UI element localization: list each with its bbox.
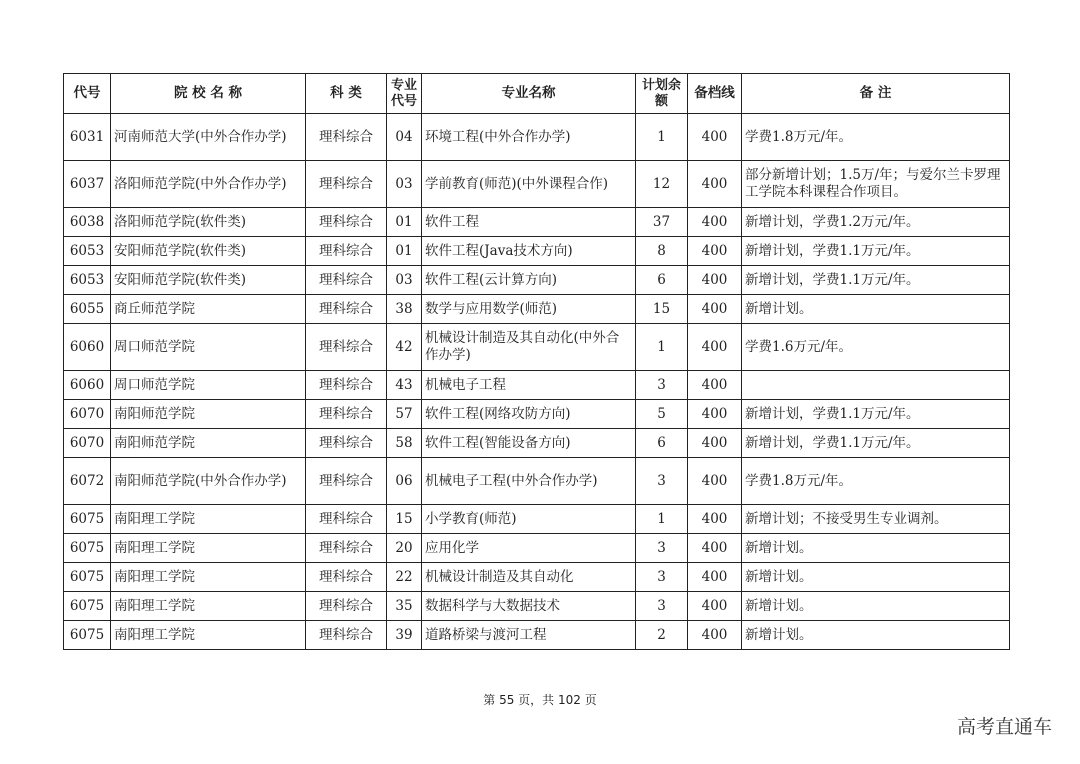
cell-code: 6075 xyxy=(64,534,111,563)
cell-quota: 3 xyxy=(636,458,688,505)
table-row xyxy=(64,400,1010,429)
cell-line: 400 xyxy=(688,429,742,458)
cell-quota: 6 xyxy=(636,429,688,458)
cell-note: 新增计划。 xyxy=(742,563,1010,592)
cell-line: 400 xyxy=(688,371,742,400)
cell-line: 400 xyxy=(688,592,742,621)
cell-quota: 3 xyxy=(636,563,688,592)
cell-note: 新增计划，学费1.1万元/年。 xyxy=(742,400,1010,429)
cell-major: 学前教育(师范)(中外课程合作) xyxy=(422,161,636,208)
cell-code: 6070 xyxy=(64,429,111,458)
cell-school: 南阳师范学院 xyxy=(111,400,306,429)
column-header: 专业代号 xyxy=(387,74,422,114)
column-header: 备 注 xyxy=(742,74,1010,114)
cell-major: 机械设计制造及其自动化 xyxy=(422,563,636,592)
cell-note: 学费1.8万元/年。 xyxy=(742,458,1010,505)
cell-note: 新增计划。 xyxy=(742,621,1010,650)
cell-type: 理科综合 xyxy=(306,563,387,592)
cell-major: 软件工程(网络攻防方向) xyxy=(422,400,636,429)
cell-type: 理科综合 xyxy=(306,400,387,429)
column-header: 备档线 xyxy=(688,74,742,114)
cell-major-code: 42 xyxy=(387,324,422,371)
cell-note: 新增计划。 xyxy=(742,295,1010,324)
cell-note: 新增计划。 xyxy=(742,534,1010,563)
brand-watermark: 高考直通车 xyxy=(956,716,1052,738)
cell-quota: 12 xyxy=(636,161,688,208)
table-row xyxy=(64,114,1010,161)
table-row xyxy=(64,592,1010,621)
cell-code: 6070 xyxy=(64,400,111,429)
table-row xyxy=(64,429,1010,458)
cell-type: 理科综合 xyxy=(306,621,387,650)
cell-major: 机械电子工程 xyxy=(422,371,636,400)
table-row xyxy=(64,563,1010,592)
cell-code: 6075 xyxy=(64,505,111,534)
cell-line: 400 xyxy=(688,563,742,592)
table-row xyxy=(64,208,1010,237)
cell-line: 400 xyxy=(688,505,742,534)
cell-major-code: 57 xyxy=(387,400,422,429)
cell-major: 软件工程(云计算方向) xyxy=(422,266,636,295)
cell-code: 6060 xyxy=(64,371,111,400)
cell-note: 新增计划，学费1.2万元/年。 xyxy=(742,208,1010,237)
cell-line: 400 xyxy=(688,295,742,324)
cell-type: 理科综合 xyxy=(306,592,387,621)
cell-line: 400 xyxy=(688,114,742,161)
column-header: 院 校 名 称 xyxy=(111,74,306,114)
cell-major-code: 38 xyxy=(387,295,422,324)
cell-major: 机械电子工程(中外合作办学) xyxy=(422,458,636,505)
cell-major: 道路桥梁与渡河工程 xyxy=(422,621,636,650)
cell-major: 软件工程(智能设备方向) xyxy=(422,429,636,458)
cell-note: 学费1.8万元/年。 xyxy=(742,114,1010,161)
table-row xyxy=(64,266,1010,295)
cell-quota: 8 xyxy=(636,237,688,266)
cell-line: 400 xyxy=(688,324,742,371)
cell-school: 南阳理工学院 xyxy=(111,505,306,534)
cell-major: 环境工程(中外合作办学) xyxy=(422,114,636,161)
cell-code: 6038 xyxy=(64,208,111,237)
cell-school: 南阳理工学院 xyxy=(111,563,306,592)
cell-note xyxy=(742,371,1010,400)
table-row xyxy=(64,295,1010,324)
column-header: 计划余额 xyxy=(636,74,688,114)
cell-major-code: 03 xyxy=(387,161,422,208)
cell-line: 400 xyxy=(688,458,742,505)
cell-note: 新增计划。 xyxy=(742,592,1010,621)
cell-code: 6031 xyxy=(64,114,111,161)
cell-type: 理科综合 xyxy=(306,237,387,266)
cell-major-code: 20 xyxy=(387,534,422,563)
cell-line: 400 xyxy=(688,237,742,266)
cell-note: 新增计划，学费1.1万元/年。 xyxy=(742,237,1010,266)
table-row xyxy=(64,161,1010,208)
cell-type: 理科综合 xyxy=(306,458,387,505)
cell-major: 应用化学 xyxy=(422,534,636,563)
page-number: 第 55 页，共 102 页 xyxy=(483,693,597,707)
cell-major-code: 03 xyxy=(387,266,422,295)
admission-table xyxy=(63,73,1010,650)
cell-quota: 5 xyxy=(636,400,688,429)
cell-major-code: 43 xyxy=(387,371,422,400)
cell-line: 400 xyxy=(688,161,742,208)
cell-quota: 3 xyxy=(636,592,688,621)
cell-major-code: 39 xyxy=(387,621,422,650)
cell-major: 软件工程 xyxy=(422,208,636,237)
cell-quota: 3 xyxy=(636,371,688,400)
cell-quota: 1 xyxy=(636,114,688,161)
cell-type: 理科综合 xyxy=(306,208,387,237)
cell-quota: 6 xyxy=(636,266,688,295)
column-header: 科 类 xyxy=(306,74,387,114)
cell-school: 南阳理工学院 xyxy=(111,621,306,650)
table-row xyxy=(64,458,1010,505)
cell-line: 400 xyxy=(688,266,742,295)
table-row xyxy=(64,621,1010,650)
cell-note: 新增计划；不接受男生专业调剂。 xyxy=(742,505,1010,534)
cell-major-code: 01 xyxy=(387,208,422,237)
cell-type: 理科综合 xyxy=(306,429,387,458)
cell-school: 南阳理工学院 xyxy=(111,534,306,563)
cell-major: 机械设计制造及其自动化(中外合作办学) xyxy=(422,324,636,371)
table-row xyxy=(64,324,1010,371)
cell-school: 洛阳师范学院(中外合作办学) xyxy=(111,161,306,208)
table-row xyxy=(64,505,1010,534)
cell-school: 南阳师范学院(中外合作办学) xyxy=(111,458,306,505)
cell-code: 6072 xyxy=(64,458,111,505)
cell-type: 理科综合 xyxy=(306,324,387,371)
cell-major-code: 15 xyxy=(387,505,422,534)
cell-major-code: 01 xyxy=(387,237,422,266)
cell-type: 理科综合 xyxy=(306,161,387,208)
cell-major: 小学教育(师范) xyxy=(422,505,636,534)
cell-line: 400 xyxy=(688,621,742,650)
cell-school: 洛阳师范学院(软件类) xyxy=(111,208,306,237)
cell-type: 理科综合 xyxy=(306,266,387,295)
cell-major: 数学与应用数学(师范) xyxy=(422,295,636,324)
cell-type: 理科综合 xyxy=(306,295,387,324)
cell-quota: 3 xyxy=(636,534,688,563)
cell-type: 理科综合 xyxy=(306,505,387,534)
cell-code: 6053 xyxy=(64,266,111,295)
cell-type: 理科综合 xyxy=(306,371,387,400)
cell-major: 数据科学与大数据技术 xyxy=(422,592,636,621)
column-header: 专业名称 xyxy=(422,74,636,114)
table-row xyxy=(64,371,1010,400)
cell-school: 南阳师范学院 xyxy=(111,429,306,458)
cell-code: 6060 xyxy=(64,324,111,371)
cell-school: 南阳理工学院 xyxy=(111,592,306,621)
cell-type: 理科综合 xyxy=(306,534,387,563)
cell-school: 安阳师范学院(软件类) xyxy=(111,237,306,266)
table-row xyxy=(64,237,1010,266)
cell-type: 理科综合 xyxy=(306,114,387,161)
cell-code: 6075 xyxy=(64,563,111,592)
cell-note: 学费1.6万元/年。 xyxy=(742,324,1010,371)
cell-note: 新增计划，学费1.1万元/年。 xyxy=(742,266,1010,295)
cell-code: 6075 xyxy=(64,592,111,621)
cell-note: 部分新增计划；1.5万/年；与爱尔兰卡罗理工学院本科课程合作项目。 xyxy=(742,161,1010,208)
cell-line: 400 xyxy=(688,400,742,429)
table-header xyxy=(64,74,1010,114)
cell-major-code: 35 xyxy=(387,592,422,621)
cell-major-code: 22 xyxy=(387,563,422,592)
cell-school: 周口师范学院 xyxy=(111,371,306,400)
cell-line: 400 xyxy=(688,534,742,563)
cell-quota: 37 xyxy=(636,208,688,237)
cell-quota: 2 xyxy=(636,621,688,650)
column-header: 代号 xyxy=(64,74,111,114)
cell-quota: 1 xyxy=(636,324,688,371)
cell-school: 安阳师范学院(软件类) xyxy=(111,266,306,295)
cell-major: 软件工程(Java技术方向) xyxy=(422,237,636,266)
cell-major-code: 06 xyxy=(387,458,422,505)
cell-note: 新增计划，学费1.1万元/年。 xyxy=(742,429,1010,458)
cell-code: 6053 xyxy=(64,237,111,266)
cell-major-code: 58 xyxy=(387,429,422,458)
cell-line: 400 xyxy=(688,208,742,237)
cell-major-code: 04 xyxy=(387,114,422,161)
cell-code: 6075 xyxy=(64,621,111,650)
cell-school: 商丘师范学院 xyxy=(111,295,306,324)
table-row xyxy=(64,534,1010,563)
cell-code: 6037 xyxy=(64,161,111,208)
cell-school: 周口师范学院 xyxy=(111,324,306,371)
cell-school: 河南师范大学(中外合作办学) xyxy=(111,114,306,161)
cell-quota: 1 xyxy=(636,505,688,534)
cell-quota: 15 xyxy=(636,295,688,324)
cell-code: 6055 xyxy=(64,295,111,324)
